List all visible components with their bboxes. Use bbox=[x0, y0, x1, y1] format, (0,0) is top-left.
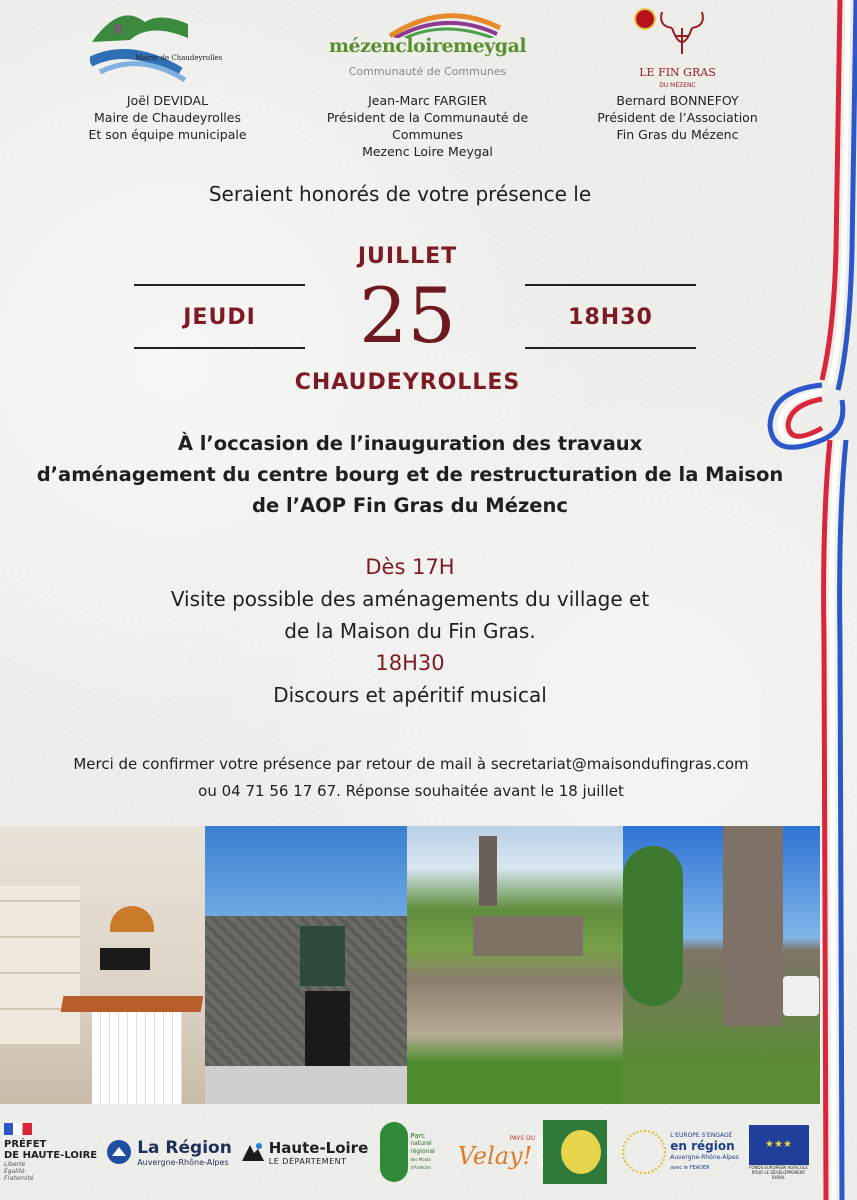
velay-logo bbox=[455, 1112, 535, 1192]
header-logo-left bbox=[80, 0, 255, 150]
president-assoc-org: Fin Gras du Mézenc bbox=[616, 127, 739, 142]
president-assoc-name: Bernard BONNEFOY bbox=[616, 93, 739, 108]
day-number: 25 bbox=[359, 271, 456, 360]
rsvp-line-1: Merci de confirmer votre présence par retour de mail à secretariat@maisondufingras.com bbox=[73, 755, 749, 773]
parc-line-2: naturel bbox=[410, 1140, 432, 1147]
prefet-motto-2: Égalité bbox=[4, 1167, 25, 1175]
parc-line-4: des Monts d'Ardèche bbox=[410, 1157, 431, 1170]
velay-wordmark: Velay! bbox=[457, 1141, 533, 1170]
month-label: JUILLET bbox=[357, 244, 458, 269]
president-cc-name: Jean-Marc FARGIER bbox=[368, 93, 487, 108]
rsvp-line-2: ou 04 71 56 17 67. Réponse souhaitée avant le 18 juillet bbox=[198, 782, 624, 800]
parc-line-3: régional bbox=[410, 1148, 435, 1155]
rule-left-top bbox=[134, 284, 305, 286]
mairie-caption: Mairie de Chaudeyrolles bbox=[135, 54, 223, 62]
time-label: 18H30 bbox=[568, 305, 653, 330]
occasion-line-3: de l’AOP Fin Gras du Mézenc bbox=[252, 494, 568, 517]
fin-gras-wordmark: LE FIN GRAS bbox=[639, 66, 716, 79]
rule-right-bottom bbox=[525, 347, 696, 349]
rule-left-bottom bbox=[134, 347, 305, 349]
region-name: La Région bbox=[137, 1137, 232, 1158]
president-assoc-title: Président de l’Association bbox=[597, 110, 758, 125]
program-time-1: Dès 17H bbox=[365, 555, 455, 579]
europe-line-2: en région bbox=[670, 1139, 735, 1153]
weekday-label: JEUDI bbox=[183, 305, 256, 330]
mezenc-wordmark: mézencloiremeygal bbox=[328, 35, 527, 57]
parc-icon bbox=[380, 1122, 408, 1182]
region-icon bbox=[106, 1139, 132, 1165]
prefet-line-2: DE HAUTE-LOIRE bbox=[4, 1149, 98, 1161]
mezenc-caption: Communauté de Communes bbox=[348, 65, 507, 78]
president-cc-org: Mezenc Loire Meygal bbox=[362, 144, 493, 159]
haute-loire-logo bbox=[238, 1112, 370, 1192]
europe-line-3: Auvergne-Rhône-Alpes bbox=[670, 1154, 739, 1161]
europe-line-1: L'EUROPE S'ENGAGE bbox=[670, 1132, 733, 1139]
program bbox=[0, 551, 820, 711]
photo-village bbox=[407, 826, 623, 1104]
rule-right-top bbox=[525, 284, 696, 286]
hl-sub: LE DÉPARTEMENT bbox=[268, 1156, 347, 1166]
program-desc-2: Discours et apéritif musical bbox=[273, 683, 547, 707]
program-desc-1a: Visite possible des aménagements du village et bbox=[170, 587, 650, 611]
header-logo-right bbox=[590, 0, 765, 150]
mayor-name: Joël DEVIDAL bbox=[126, 93, 209, 108]
prefet-line-1: PRÉFET bbox=[4, 1138, 47, 1150]
president-cc-title: Président de la Communauté de Communes bbox=[326, 110, 529, 142]
fin-gras-caption: DU MÉZENC bbox=[659, 82, 696, 89]
region-sub: Auvergne-Rhône-Alpes bbox=[137, 1157, 229, 1167]
occasion-line-2: d’aménagement du centre bourg et de restructuration de la Maison bbox=[36, 463, 784, 486]
place-label: CHAUDEYROLLES bbox=[294, 370, 521, 395]
eu-stars-icon bbox=[622, 1130, 666, 1174]
honored-line: Seraient honorés de votre présence le bbox=[208, 182, 592, 206]
program-desc-1b: de la Maison du Fin Gras. bbox=[284, 619, 536, 643]
leader-text: LEADER bbox=[536, 1136, 545, 1168]
header-logo-center bbox=[290, 0, 565, 159]
haute-loire-icon bbox=[240, 1141, 266, 1163]
bull-head-icon bbox=[652, 6, 712, 62]
europe-line-4: avec le FEADER bbox=[670, 1165, 710, 1171]
parc-line-1: Parc bbox=[410, 1132, 426, 1140]
hl-name: Haute-Loire bbox=[268, 1138, 369, 1157]
occasion-line-1: À l’occasion de l’inauguration des travaux bbox=[177, 432, 643, 455]
prefet-logo bbox=[4, 1112, 100, 1192]
prefet-motto-3: Fraternité bbox=[4, 1174, 34, 1182]
photo-building bbox=[205, 826, 407, 1104]
program-time-2: 18H30 bbox=[375, 651, 445, 675]
la-region-logo bbox=[104, 1112, 234, 1192]
parc-ardeche-logo bbox=[380, 1112, 450, 1192]
photo-church bbox=[623, 826, 820, 1104]
mayor-team: Et son équipe municipale bbox=[88, 127, 247, 142]
europe-engage-logo bbox=[618, 1112, 743, 1192]
velay-small: PAYS DU bbox=[509, 1134, 535, 1142]
prefet-motto-1: Liberté bbox=[4, 1160, 26, 1168]
occasion-text bbox=[20, 428, 800, 521]
mayor-title: Maire de Chaudeyrolles bbox=[94, 110, 241, 125]
marianne-flag-icon bbox=[4, 1123, 32, 1135]
leader-logo bbox=[536, 1112, 610, 1192]
eu-caption-2: POUR LE DÉVELOPPEMENT RURAL bbox=[751, 1169, 806, 1180]
eu-caption-1: FONDS EUROPÉEN AGRICOLE bbox=[749, 1164, 808, 1170]
rsvp bbox=[0, 751, 822, 805]
photo-interior bbox=[0, 826, 205, 1104]
mezenc-arc-icon bbox=[385, 8, 505, 38]
eu-flag-icon: ★★★ bbox=[749, 1125, 809, 1165]
leader-icon bbox=[561, 1130, 601, 1174]
eu-feader-logo bbox=[746, 1112, 811, 1192]
mairie-chaudeyrolles-icon bbox=[90, 2, 190, 82]
